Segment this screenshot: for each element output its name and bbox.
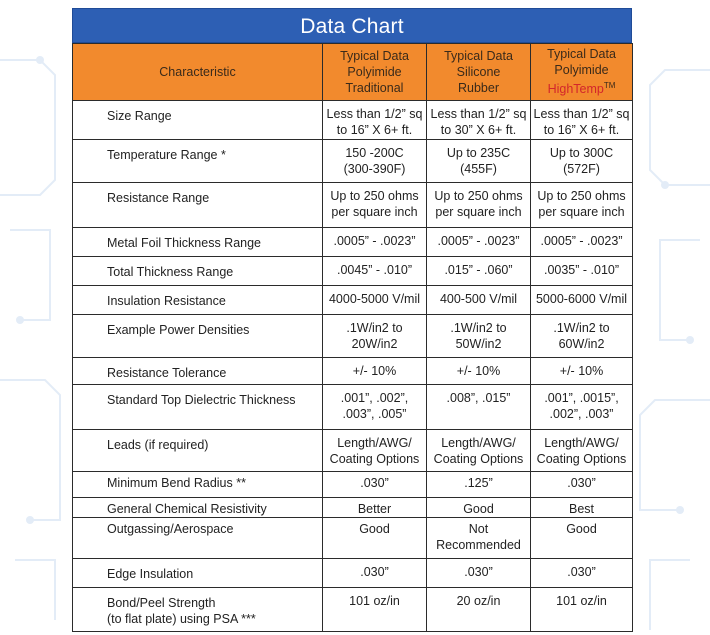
table-row xyxy=(73,315,633,358)
cell-polyimide-hightemp: Length/AWG/ Coating Options xyxy=(531,430,633,472)
cell-polyimide-hightemp: 101 oz/in xyxy=(531,588,633,632)
table-row xyxy=(73,183,633,228)
row-label: Leads (if required) xyxy=(73,430,323,472)
cell-polyimide-hightemp: .0035” - .010” xyxy=(531,257,633,286)
cell-polyimide-traditional: Up to 250 ohms per square inch xyxy=(323,183,427,228)
table-row xyxy=(73,385,633,430)
header-polyimide-hightemp xyxy=(531,44,633,101)
cell-polyimide-hightemp: Good xyxy=(531,518,633,559)
cell-silicone-rubber: 20 oz/in xyxy=(427,588,531,632)
cell-silicone-rubber: .008”, .015” xyxy=(427,385,531,430)
cell-polyimide-hightemp: Less than 1/2” sq to 16” X 6+ ft. xyxy=(531,101,633,140)
cell-silicone-rubber: .125” xyxy=(427,472,531,498)
table-row xyxy=(73,101,633,140)
row-label: Standard Top Dielectric Thickness xyxy=(73,385,323,430)
data-table xyxy=(72,43,633,632)
cell-silicone-rubber: Up to 235C (455F) xyxy=(427,140,531,183)
cell-polyimide-hightemp: Up to 250 ohms per square inch xyxy=(531,183,633,228)
cell-polyimide-traditional: .0045” - .010” xyxy=(323,257,427,286)
cell-silicone-rubber: Length/AWG/ Coating Options xyxy=(427,430,531,472)
cell-polyimide-traditional: .0005” - .0023” xyxy=(323,228,427,257)
cell-silicone-rubber: .030” xyxy=(427,559,531,588)
row-label: Resistance Range xyxy=(73,183,323,228)
cell-polyimide-hightemp: .030” xyxy=(531,559,633,588)
cell-silicone-rubber: Good xyxy=(427,498,531,518)
hightemp-label: HighTemp xyxy=(547,82,604,97)
cell-polyimide-hightemp: +/- 10% xyxy=(531,358,633,385)
table-row xyxy=(73,559,633,588)
table-row xyxy=(73,358,633,385)
cell-polyimide-hightemp: .001”, .0015”, .002”, .003” xyxy=(531,385,633,430)
cell-polyimide-traditional: .001”, .002”, .003”, .005” xyxy=(323,385,427,430)
row-label: Insulation Resistance xyxy=(73,286,323,315)
cell-polyimide-traditional: .030” xyxy=(323,559,427,588)
cell-polyimide-hightemp: .1W/in2 to 60W/in2 xyxy=(531,315,633,358)
header-col3-line2: Polyimide xyxy=(554,63,609,78)
trademark-mark: TM xyxy=(603,81,616,91)
cell-polyimide-traditional: .1W/in2 to 20W/in2 xyxy=(323,315,427,358)
cell-polyimide-hightemp: .030” xyxy=(531,472,633,498)
table-row xyxy=(73,140,633,183)
header-row xyxy=(73,44,633,101)
cell-polyimide-hightemp: Best xyxy=(531,498,633,518)
row-label: Edge Insulation xyxy=(73,559,323,588)
cell-silicone-rubber: Not Recommended xyxy=(427,518,531,559)
row-label: Outgassing/Aerospace xyxy=(73,518,323,559)
row-label: Minimum Bend Radius ** xyxy=(73,472,323,498)
table-row xyxy=(73,498,633,518)
header-characteristic: Characteristic xyxy=(73,44,323,101)
row-label: General Chemical Resistivity xyxy=(73,498,323,518)
cell-silicone-rubber: .0005” - .0023” xyxy=(427,228,531,257)
header-polyimide-traditional: Typical Data Polyimide Traditional xyxy=(323,44,427,101)
cell-silicone-rubber: Less than 1/2” sq to 30” X 6+ ft. xyxy=(427,101,531,140)
cell-polyimide-hightemp: Up to 300C (572F) xyxy=(531,140,633,183)
cell-polyimide-traditional: 101 oz/in xyxy=(323,588,427,632)
table-row xyxy=(73,588,633,632)
header-silicone-rubber: Typical Data Silicone Rubber xyxy=(427,44,531,101)
header-col3-line3 xyxy=(531,78,632,97)
cell-silicone-rubber: .1W/in2 to 50W/in2 xyxy=(427,315,531,358)
cell-polyimide-traditional: Good xyxy=(323,518,427,559)
cell-polyimide-traditional: 4000-5000 V/mil xyxy=(323,286,427,315)
cell-silicone-rubber: .015” - .060” xyxy=(427,257,531,286)
row-label: Resistance Tolerance xyxy=(73,358,323,385)
cell-polyimide-traditional: Better xyxy=(323,498,427,518)
table-row xyxy=(73,257,633,286)
cell-polyimide-traditional: 150 -200C (300-390F) xyxy=(323,140,427,183)
chart-title: Data Chart xyxy=(72,8,632,43)
cell-polyimide-traditional: +/- 10% xyxy=(323,358,427,385)
cell-polyimide-traditional: Less than 1/2” sq to 16” X 6+ ft. xyxy=(323,101,427,140)
row-label: Metal Foil Thickness Range xyxy=(73,228,323,257)
cell-silicone-rubber: 400-500 V/mil xyxy=(427,286,531,315)
table-row xyxy=(73,518,633,559)
cell-polyimide-traditional: Length/AWG/ Coating Options xyxy=(323,430,427,472)
row-label: Size Range xyxy=(73,101,323,140)
table-row xyxy=(73,472,633,498)
table-row xyxy=(73,430,633,472)
table-row xyxy=(73,228,633,257)
cell-silicone-rubber: +/- 10% xyxy=(427,358,531,385)
row-label: Temperature Range * xyxy=(73,140,323,183)
header-col3-line1: Typical Data xyxy=(547,47,616,62)
row-label: Example Power Densities xyxy=(73,315,323,358)
cell-polyimide-traditional: .030” xyxy=(323,472,427,498)
row-label: Bond/Peel Strength (to flat plate) using PSA *** xyxy=(73,588,323,632)
cell-polyimide-hightemp: 5000-6000 V/mil xyxy=(531,286,633,315)
cell-silicone-rubber: Up to 250 ohms per square inch xyxy=(427,183,531,228)
table-row xyxy=(73,286,633,315)
row-label: Total Thickness Range xyxy=(73,257,323,286)
data-chart-panel xyxy=(72,8,632,631)
cell-polyimide-hightemp: .0005” - .0023” xyxy=(531,228,633,257)
